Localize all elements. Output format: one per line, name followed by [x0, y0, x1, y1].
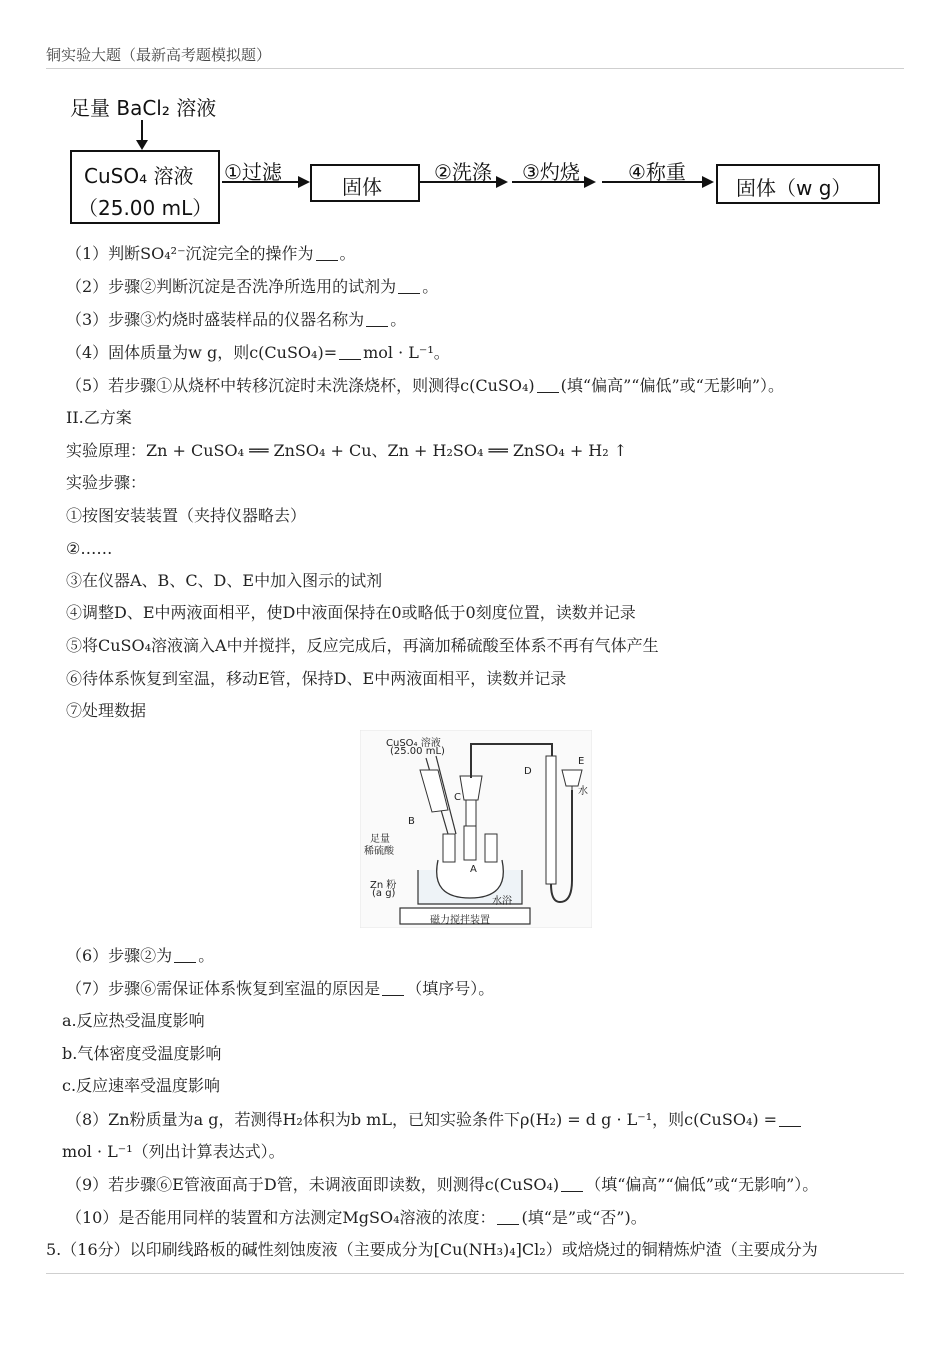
option-c: c.反应速率受温度影响 — [62, 1076, 221, 1095]
step-filter: ①过滤 — [224, 160, 282, 184]
question-5-heading: 5.（16分）以印刷线路板的碱性刻蚀废液（主要成分为[Cu(NH₃)₄]Cl₂）或焙烧过的铜精炼炉渣（主要成分为 — [46, 1240, 818, 1259]
step-4: ④调整D、E中两液面相平，使D中液面保持在0或略低于0刻度位置，读数并记录 — [66, 603, 636, 622]
step-5: ⑤将CuSO₄溶液滴入A中并搅拌，反应完成后，再滴加稀硫酸至体系不再有气体产生 — [66, 636, 659, 655]
label-a: A — [470, 864, 477, 875]
step-2: ②…… — [66, 539, 113, 558]
water-label: 水 — [578, 786, 588, 797]
question-7: （7）步骤⑥需保证体系恢复到室温的原因是 （填序号）。 — [66, 979, 495, 998]
cuso4-box-line2: （25.00 mL） — [78, 196, 213, 220]
bath-label: 水浴 — [492, 896, 512, 907]
question-5: （5）若步骤①从烧杯中转移沉淀时未洗涤烧杯，则测得c(CuSO₄) (填“偏高”“偏低”或“无影响”）。 — [66, 376, 784, 395]
zn-label-1: Zn 粉 — [370, 880, 397, 891]
step-3: ③在仪器A、B、C、D、E中加入图示的试剂 — [66, 571, 383, 590]
question-3: （3）步骤③灼烧时盛装样品的仪器名称为 。 — [66, 310, 407, 329]
question-1: （1）判断SO₄²⁻沉淀完全的操作为 。 — [66, 244, 356, 263]
option-a: a.反应热受温度影响 — [62, 1011, 205, 1030]
step-burn: ③灼烧 — [522, 160, 580, 184]
question-8: （8）Zn粉质量为a g，若测得H₂体积为b mL，已知实验条件下ρ(H₂) = d g · L⁻¹，则c(CuSO₄) = — [66, 1110, 803, 1130]
steps-heading: 实验步骤： — [66, 473, 147, 492]
label-b: B — [408, 816, 415, 827]
acid-label-2: 稀硫酸 — [364, 846, 394, 857]
step-1: ①按图安装装置（夹持仪器略去） — [66, 506, 307, 525]
step-7: ⑦处理数据 — [66, 701, 147, 720]
acid-label-1: 足量 — [370, 834, 390, 845]
step-6: ⑥待体系恢复到室温，移动E管，保持D、E中两液面相平，读数并记录 — [66, 669, 567, 688]
volume-label: (25.00 mL) — [390, 746, 445, 757]
question-2: （2）步骤②判断沉淀是否洗净所选用的试剂为 。 — [66, 277, 439, 296]
header-divider — [46, 68, 904, 69]
question-9: （9）若步骤⑥E管液面高于D管，未调液面即读数，则测得c(CuSO₄) （填“偏高”“偏低”或“无影响”）。 — [66, 1175, 819, 1194]
option-b: b.气体密度受温度影响 — [62, 1044, 222, 1063]
label-c: C — [454, 792, 461, 803]
zn-label-2: (a g) — [372, 888, 396, 899]
cuso4-box-line1: CuSO₄ 溶液 — [84, 164, 194, 188]
step-wash: ②洗涤 — [434, 160, 492, 184]
question-10: （10）是否能用同样的装置和方法测定MgSO₄溶液的浓度： (填“是”或“否”)。 — [66, 1208, 647, 1227]
apparatus-figure — [360, 730, 592, 928]
question-8-unit: mol · L⁻¹（列出计算表达式）。 — [62, 1142, 285, 1161]
principle-line: 实验原理：Zn + CuSO₄ ══ ZnSO₄ + Cu、Zn + H₂SO₄ ══ ZnSO₄ + H₂ ↑ — [66, 441, 628, 460]
final-solid-box — [716, 164, 880, 204]
label-e: E — [578, 756, 585, 767]
solid-box — [310, 164, 420, 202]
reagent-label: 足量 BaCl₂ 溶液 — [70, 96, 217, 120]
cuso4-label: CuSO₄ 溶液 — [386, 738, 441, 749]
label-d: D — [524, 766, 532, 777]
cuso4-box — [70, 150, 220, 224]
step-weigh: ④称重 — [628, 160, 686, 184]
footer-divider — [46, 1273, 904, 1274]
solid-box-label: 固体 — [342, 175, 382, 199]
stirrer-label: 磁力搅拌装置 — [430, 915, 490, 926]
page-header: 铜实验大题（最新高考题模拟题） — [46, 46, 272, 64]
flow-diagram — [60, 86, 890, 236]
question-4: （4）固体质量为w g，则c(CuSO₄)= mol · L⁻¹。 — [66, 343, 450, 362]
final-solid-label: 固体（w g） — [736, 176, 852, 200]
plan-2-heading: II.乙方案 — [66, 408, 132, 427]
question-6: （6）步骤②为 。 — [66, 946, 215, 965]
